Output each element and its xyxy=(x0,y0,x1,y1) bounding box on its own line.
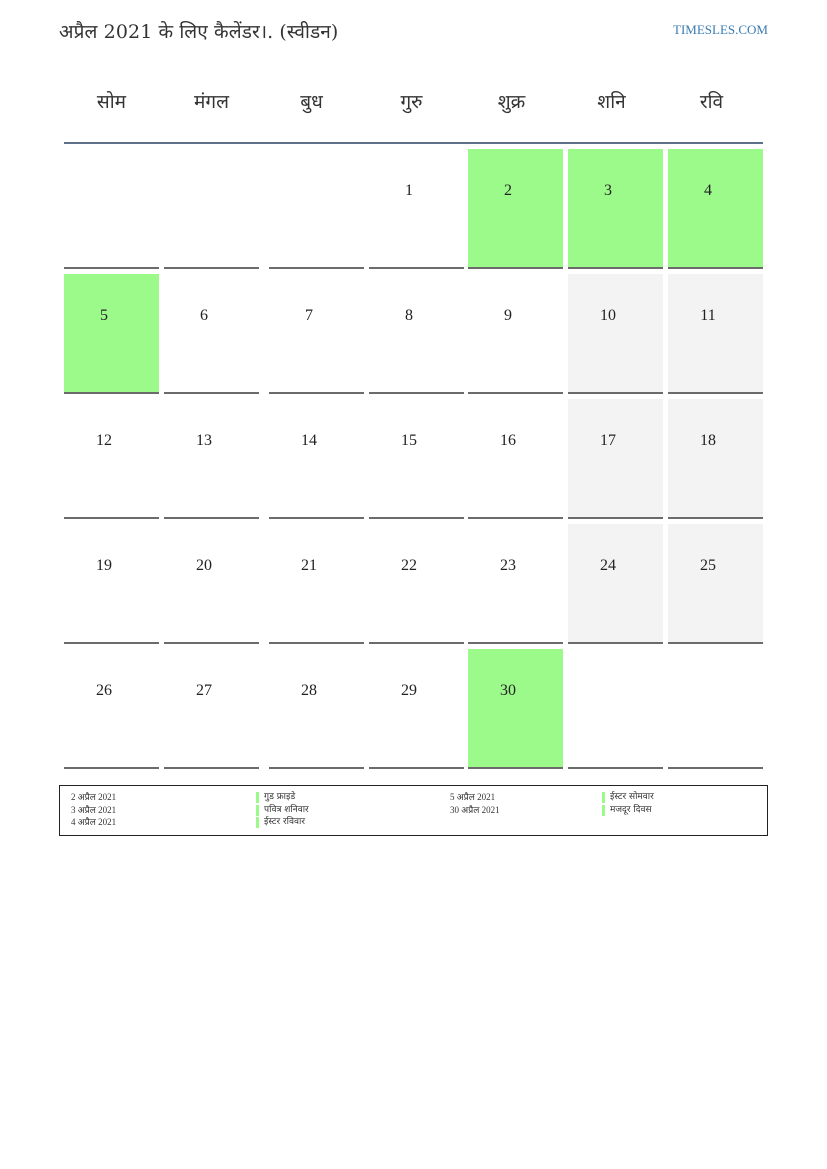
weekday-label: शनि xyxy=(597,91,626,113)
day-cell[interactable] xyxy=(64,524,159,644)
day-number: 30 xyxy=(500,682,516,699)
legend-date: 5 अप्रैल 2021 xyxy=(450,792,496,802)
day-number: 18 xyxy=(700,432,716,449)
day-cell xyxy=(568,649,663,769)
day-cell[interactable] xyxy=(369,274,464,394)
weekday-header-row xyxy=(64,88,763,118)
day-cell[interactable] xyxy=(269,399,364,519)
day-cell[interactable] xyxy=(164,524,259,644)
weekday-label: रवि xyxy=(699,91,724,113)
day-cell[interactable] xyxy=(369,649,464,769)
holiday-legend xyxy=(59,785,768,836)
holiday-day-cell[interactable] xyxy=(468,149,563,269)
legend-color-swatch xyxy=(256,805,259,816)
day-number: 1 xyxy=(405,182,413,199)
legend-holiday-name: मजदूर दिवस xyxy=(610,804,652,815)
day-number: 22 xyxy=(401,557,417,574)
day-number: 15 xyxy=(401,432,417,449)
day-number: 21 xyxy=(301,557,317,574)
weekday-label: बुध xyxy=(300,91,323,113)
day-cell[interactable] xyxy=(468,274,563,394)
day-cell[interactable] xyxy=(369,524,464,644)
day-cell[interactable] xyxy=(64,399,159,519)
day-number: 10 xyxy=(600,307,616,324)
page-title: अप्रैल 2021 के लिए कैलेंडर।. (स्वीडन) xyxy=(59,21,339,43)
day-number: 16 xyxy=(500,432,516,449)
day-number: 9 xyxy=(504,307,512,324)
day-number: 4 xyxy=(704,182,712,199)
day-number: 3 xyxy=(604,182,612,199)
day-number: 25 xyxy=(700,557,716,574)
day-cell[interactable] xyxy=(164,649,259,769)
day-cell[interactable] xyxy=(269,274,364,394)
holiday-day-cell[interactable] xyxy=(64,274,159,394)
day-cell[interactable] xyxy=(369,149,464,269)
weekday-label: शुक्र xyxy=(497,91,526,113)
day-cell[interactable] xyxy=(568,524,663,644)
legend-color-swatch xyxy=(256,817,259,828)
day-cell[interactable] xyxy=(369,399,464,519)
day-number: 7 xyxy=(305,307,313,324)
holiday-day-cell[interactable] xyxy=(668,149,763,269)
legend-color-swatch xyxy=(256,792,259,803)
day-cell[interactable] xyxy=(568,399,663,519)
day-number: 28 xyxy=(301,682,317,699)
day-cell xyxy=(164,149,259,269)
weekday-label: सोम xyxy=(96,91,127,113)
legend-holiday-name: गुड फ्राइडे xyxy=(264,792,296,802)
day-number: 27 xyxy=(196,682,212,699)
day-number: 13 xyxy=(196,432,212,449)
legend-holiday-name: पवित्र शनिवार xyxy=(264,804,309,815)
day-cell[interactable] xyxy=(668,399,763,519)
day-number: 17 xyxy=(600,432,616,449)
day-number: 6 xyxy=(200,307,208,324)
day-cell[interactable] xyxy=(468,399,563,519)
day-cell[interactable] xyxy=(269,524,364,644)
weekday-label: मंगल xyxy=(194,91,229,113)
legend-color-swatch xyxy=(602,805,605,816)
day-number: 19 xyxy=(96,557,112,574)
day-cell[interactable] xyxy=(668,274,763,394)
header-divider xyxy=(64,142,763,144)
site-link[interactable]: TIMESLES.COM xyxy=(673,22,768,37)
day-number: 23 xyxy=(500,557,516,574)
day-number: 2 xyxy=(504,182,512,199)
legend-date: 4 अप्रैल 2021 xyxy=(71,817,117,827)
legend-color-swatch xyxy=(602,792,605,803)
holiday-day-cell[interactable] xyxy=(468,649,563,769)
day-number: 20 xyxy=(196,557,212,574)
day-cell xyxy=(668,649,763,769)
day-cell xyxy=(64,149,159,269)
legend-holiday-name: ईस्टर रविवार xyxy=(264,817,306,827)
day-cell[interactable] xyxy=(164,274,259,394)
day-number: 14 xyxy=(301,432,317,449)
day-cell xyxy=(269,149,364,269)
day-number: 26 xyxy=(96,682,112,699)
day-cell[interactable] xyxy=(164,399,259,519)
day-cell[interactable] xyxy=(668,524,763,644)
legend-date: 30 अप्रैल 2021 xyxy=(450,804,500,815)
weekday-label: गुरु xyxy=(400,91,423,113)
legend-holiday-name: ईस्टर सोमवार xyxy=(610,792,654,802)
legend-date: 3 अप्रैल 2021 xyxy=(71,804,117,815)
holiday-day-cell[interactable] xyxy=(568,149,663,269)
day-number: 24 xyxy=(600,557,616,574)
day-number: 11 xyxy=(700,307,716,324)
day-number: 5 xyxy=(100,307,108,324)
day-number: 8 xyxy=(405,307,413,324)
day-cell[interactable] xyxy=(568,274,663,394)
day-cell[interactable] xyxy=(64,649,159,769)
day-cell[interactable] xyxy=(468,524,563,644)
day-number: 29 xyxy=(401,682,417,699)
day-cell[interactable] xyxy=(269,649,364,769)
day-number: 12 xyxy=(96,432,112,449)
legend-date: 2 अप्रैल 2021 xyxy=(71,792,117,802)
